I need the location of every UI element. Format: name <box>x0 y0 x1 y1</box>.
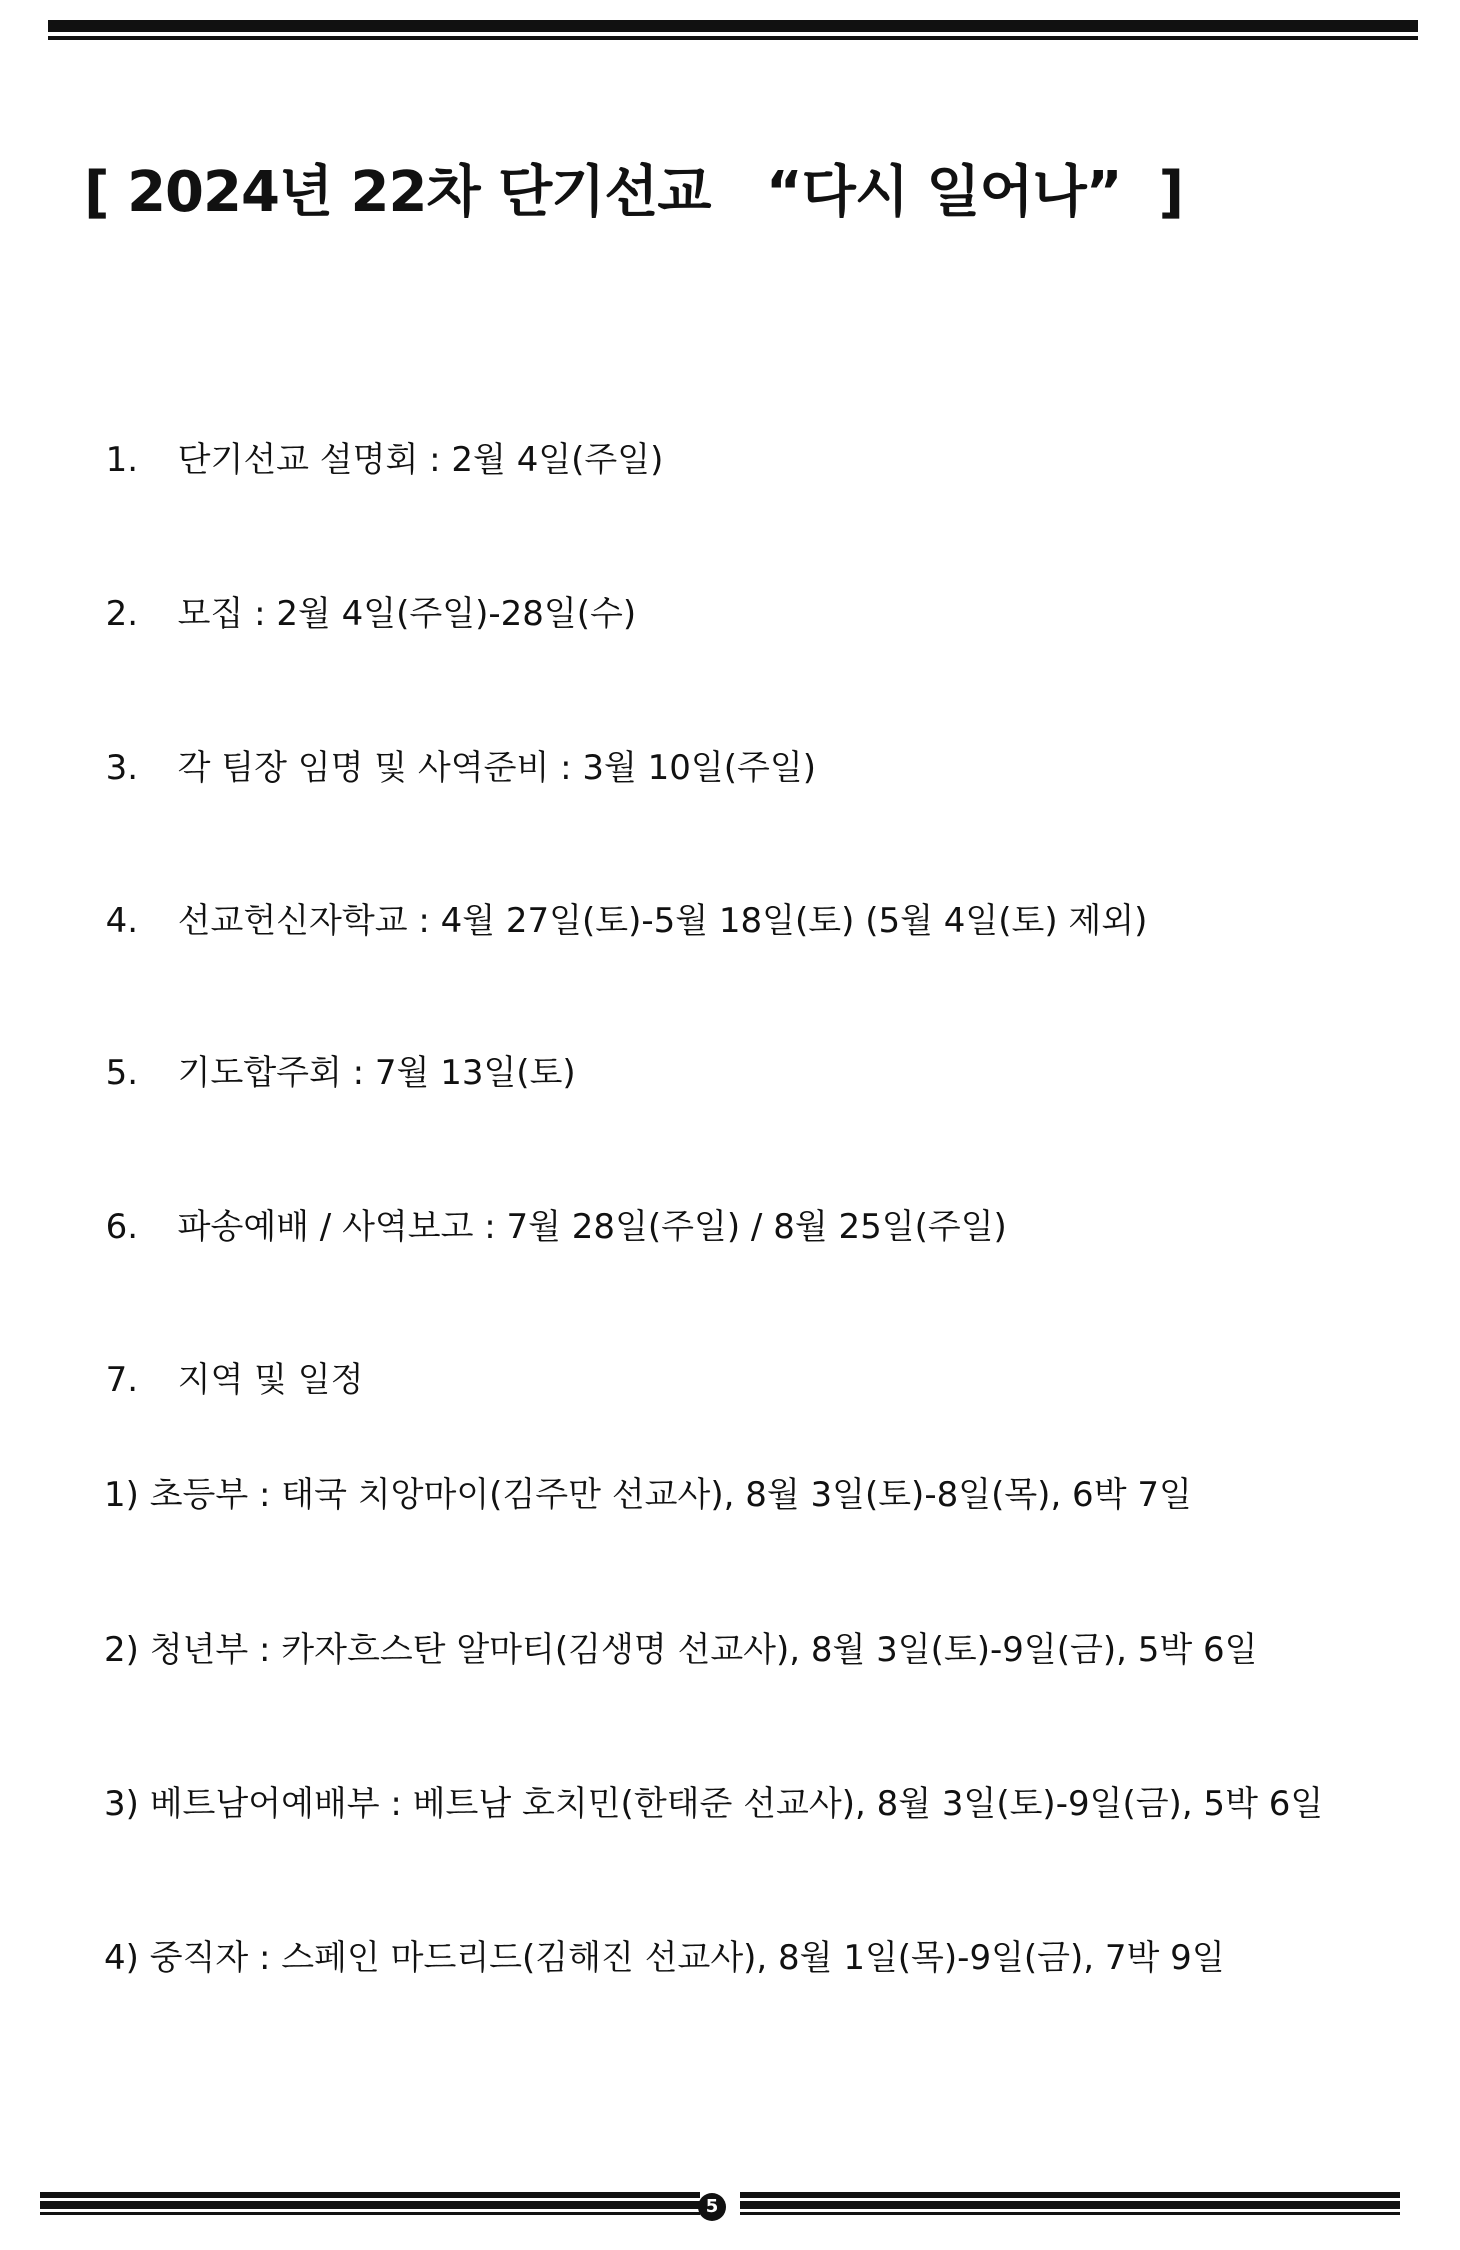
region-item-2: 2) 청년부 : 카자흐스탄 알마티(김생명 선교사), 8월 3일(토)-9일(금), 5박 6일 <box>104 1630 1258 1670</box>
page-number-badge: 5 <box>698 2193 726 2221</box>
footer-rule <box>40 2192 1400 2222</box>
schedule-item-text: 단기선교 설명회 : 2월 4일(주일) <box>177 440 664 480</box>
schedule-item-text: 각 팀장 임명 및 사역준비 : 3월 10일(주일) <box>177 748 816 788</box>
top-rule-thin <box>48 36 1418 40</box>
footer-rule-left <box>40 2192 700 2215</box>
region-item-1: 1) 초등부 : 태국 치앙마이(김주만 선교사), 8월 3일(토)-8일(목), 6박 7일 <box>104 1475 1192 1515</box>
schedule-item-number: 2. <box>105 594 139 634</box>
schedule-item-text: 파송예배 / 사역보고 : 7월 28일(주일) / 8월 25일(주일) <box>177 1207 1007 1247</box>
schedule-item-number: 4. <box>105 901 139 941</box>
schedule-item-number: 6. <box>105 1207 139 1247</box>
top-rule <box>48 20 1418 40</box>
page-title: [ 2024년 22차 단기선교 “다시 일어나” ] <box>84 160 1184 225</box>
top-rule-thick <box>48 20 1418 32</box>
schedule-item-2 <box>84 554 636 634</box>
schedule-item-text: 모집 : 2월 4일(주일)-28일(수) <box>177 594 637 634</box>
schedule-item-3 <box>84 708 816 788</box>
schedule-item-7 <box>84 1320 363 1400</box>
schedule-item-6 <box>84 1167 1007 1247</box>
schedule-item-text: 선교헌신자학교 : 4월 27일(토)-5월 18일(토) (5월 4일(토) 제외) <box>177 901 1148 941</box>
schedule-item-4 <box>84 861 1147 941</box>
schedule-item-number: 1. <box>105 440 139 480</box>
schedule-item-1 <box>84 400 663 480</box>
schedule-item-number: 7. <box>105 1360 139 1400</box>
region-item-3: 3) 베트남어예배부 : 베트남 호치민(한태준 선교사), 8월 3일(토)-9일(금), 5박 6일 <box>104 1784 1324 1824</box>
schedule-item-number: 5. <box>105 1053 139 1093</box>
schedule-item-text: 기도합주회 : 7월 13일(토) <box>177 1053 576 1093</box>
footer-rule-right <box>740 2192 1400 2215</box>
region-item-4: 4) 중직자 : 스페인 마드리드(김해진 선교사), 8월 1일(목)-9일(금), 7박 9일 <box>104 1938 1225 1978</box>
schedule-item-number: 3. <box>105 748 139 788</box>
schedule-item-5 <box>84 1013 576 1093</box>
schedule-item-text: 지역 및 일정 <box>177 1360 364 1400</box>
